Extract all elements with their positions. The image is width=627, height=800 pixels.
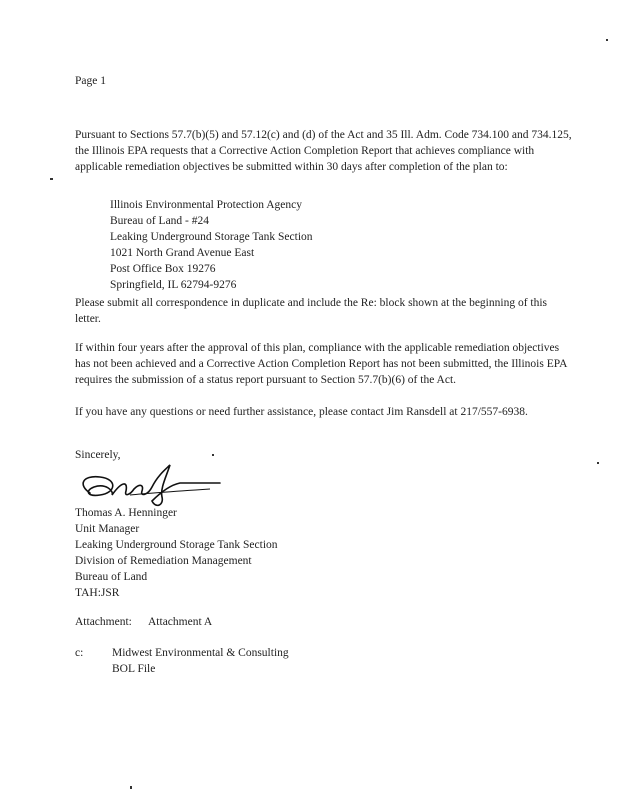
address-line: Leaking Underground Storage Tank Section xyxy=(110,231,313,243)
closing-salutation: Sincerely, xyxy=(75,449,121,461)
address-line: Post Office Box 19276 xyxy=(110,263,216,275)
signature-block xyxy=(75,505,278,585)
address-line: 1021 North Grand Avenue East xyxy=(110,247,255,259)
paragraph-completion-report: Pursuant to Sections 57.7(b)(5) and 57.12(c) and (d) of the Act and 35 Ill. Adm. Code 734.100 and 734.125, the Illinois EPA requests that a Corrective Action Completion Report that achieves compliance with applicable remediation objectives be submitted within 30 days after completion of the plan to: xyxy=(75,129,572,173)
scan-speck xyxy=(606,39,608,41)
paragraph-correspondence: Please submit all correspondence in duplicate and include the Re: block shown at the beginning of this letter. xyxy=(75,297,548,325)
address-line: Springfield, IL 62794-9276 xyxy=(110,279,237,291)
scan-speck xyxy=(50,178,53,180)
mailing-address xyxy=(110,197,313,293)
page-label: Page 1 xyxy=(75,75,106,87)
paragraph-contact: If you have any questions or need further assistance, please contact Jim Ransdell at 217/557-6938. xyxy=(75,406,528,418)
scan-speck xyxy=(130,786,132,789)
signer-division: Division of Remediation Management xyxy=(75,555,252,567)
reference-initials: TAH:JSR xyxy=(75,587,120,599)
attachment-value: Attachment A xyxy=(148,616,213,628)
address-line: Illinois Environmental Protection Agency xyxy=(110,199,302,211)
address-line: Bureau of Land - #24 xyxy=(110,215,209,227)
signer-bureau: Bureau of Land xyxy=(75,571,148,583)
cc-item: Midwest Environmental & Consulting xyxy=(112,647,289,659)
cc-list xyxy=(112,645,289,677)
scan-speck xyxy=(597,462,599,464)
signer-section: Leaking Underground Storage Tank Section xyxy=(75,539,278,551)
cc-label: c: xyxy=(75,647,84,659)
scan-speck xyxy=(212,454,214,456)
signer-name: Thomas A. Henninger xyxy=(75,507,177,519)
cc-item: BOL File xyxy=(112,663,156,675)
attachment-label: Attachment: xyxy=(75,616,132,628)
signer-title: Unit Manager xyxy=(75,523,140,535)
paragraph-status-report: If within four years after the approval of this plan, compliance with the applicable remediation objectives has not been achieved and a Corrective Action Completion Report has not been submitted, the Illinois EPA requires the submission of a status report pursuant to Section 57.7(b)(6) of the Act. xyxy=(75,342,567,386)
